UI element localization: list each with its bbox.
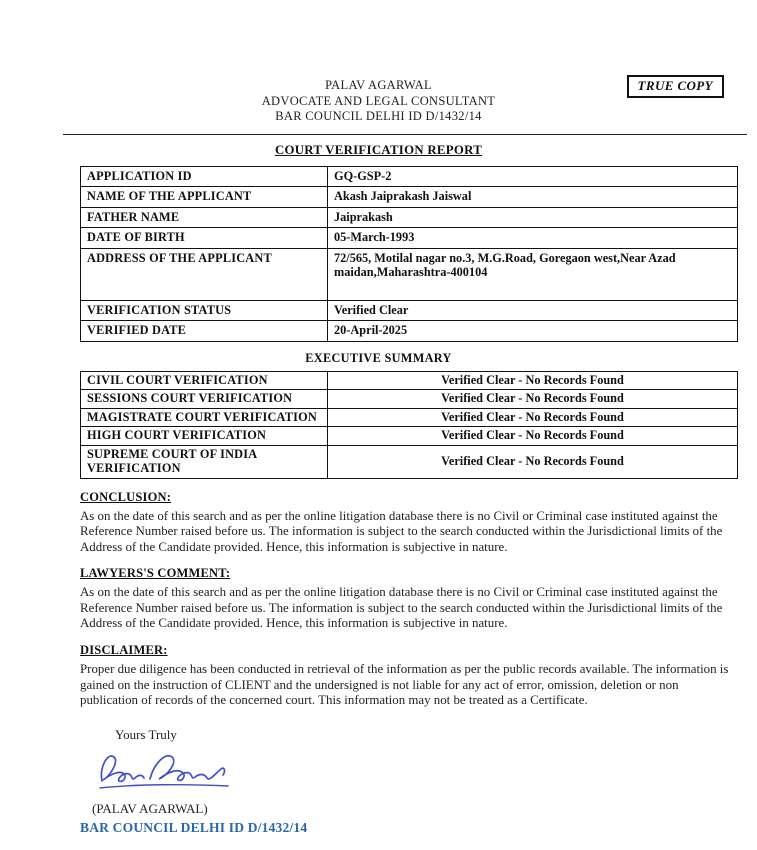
field-value: GQ-GSP-2: [328, 166, 738, 187]
lawyers-comment-text: As on the date of this search and as per the online litigation database there is no Civil or Criminal case instituted against the Reference Number raised before us. The information is subject to the search conducted within the Jurisdictional limits of the Address of the Candidate provided. Hence, this information is subjective in nature.: [80, 585, 723, 631]
field-value: 20-April-2025: [328, 321, 738, 342]
verification-label: HIGH COURT VERIFICATION: [81, 427, 328, 446]
table-row: [81, 228, 738, 249]
field-label: DATE OF BIRTH: [81, 228, 328, 249]
verification-label: SUPREME COURT OF INDIA VERIFICATION: [81, 445, 328, 478]
verification-result: Verified Clear - No Records Found: [328, 427, 738, 446]
conclusion-section: [80, 490, 745, 556]
signature: [90, 745, 757, 799]
signatory-name: (PALAV AGARWAL): [92, 800, 208, 816]
field-value: Jaiprakash: [328, 207, 738, 228]
field-label: VERIFICATION STATUS: [81, 300, 328, 321]
verification-label: CIVIL COURT VERIFICATION: [81, 371, 328, 390]
table-row: [81, 445, 738, 478]
true-copy-stamp: TRUE COPY: [627, 75, 724, 98]
disclaimer-section: [80, 643, 745, 709]
field-label: VERIFIED DATE: [81, 321, 328, 342]
yours-truly-text: Yours Truly: [115, 726, 177, 742]
table-row: [81, 166, 738, 187]
bar-council-id-line: BAR COUNCIL DELHI ID D/1432/14: [80, 819, 308, 835]
executive-summary-title: EXECUTIVE SUMMARY: [305, 350, 452, 365]
applicant-details-table: [80, 166, 738, 342]
table-row: [81, 427, 738, 446]
table-row: [81, 408, 738, 427]
table-row: [81, 371, 738, 390]
verification-label: MAGISTRATE COURT VERIFICATION: [81, 408, 328, 427]
verification-result: Verified Clear - No Records Found: [328, 390, 738, 409]
verification-result: Verified Clear - No Records Found: [328, 445, 738, 478]
executive-summary-table: [80, 371, 738, 479]
table-row: [81, 187, 738, 208]
report-title: COURT VERIFICATION REPORT: [274, 142, 483, 157]
handwritten-signature-icon: [90, 745, 240, 797]
field-label: APPLICATION ID: [81, 166, 328, 187]
table-row: [81, 390, 738, 409]
verification-result: Verified Clear - No Records Found: [328, 371, 738, 390]
disclaimer-heading: DISCLAIMER:: [80, 643, 168, 658]
table-row: [81, 248, 738, 300]
verification-label: SESSIONS COURT VERIFICATION: [81, 390, 328, 409]
table-row: [81, 207, 738, 228]
field-label: NAME OF THE APPLICANT: [81, 187, 328, 208]
verification-result: Verified Clear - No Records Found: [328, 408, 738, 427]
advocate-title: ADVOCATE AND LEGAL CONSULTANT: [261, 93, 496, 108]
field-value: Verified Clear: [328, 300, 738, 321]
field-value: Akash Jaiprakash Jaiswal: [328, 187, 738, 208]
table-row: [81, 300, 738, 321]
conclusion-text: As on the date of this search and as per the online litigation database there is no Civil or Criminal case instituted against the Reference Number raised before us. The information is subject to the search conducted within the Jurisdictional limits of the Address of the Candidate provided. Hence, this information is subjective in nature.: [80, 508, 723, 554]
field-label: ADDRESS OF THE APPLICANT: [81, 248, 328, 300]
advocate-bar-id: BAR COUNCIL DELHI ID D/1432/14: [275, 109, 482, 123]
lawyers-comment-section: [80, 566, 745, 632]
field-value: 05-March-1993: [328, 228, 738, 249]
table-row: [81, 321, 738, 342]
header-divider: [63, 134, 747, 135]
letterhead: [0, 0, 757, 125]
field-label: FATHER NAME: [81, 207, 328, 228]
lawyers-comment-heading: LAWYERS'S COMMENT:: [80, 566, 231, 581]
advocate-name: PALAV AGARWAL: [325, 78, 432, 92]
disclaimer-text: Proper due diligence has been conducted in retrieval of the information as per the public records available. The information is gained on the instruction of CLIENT and the undersigned is not liable for any act of error, omission, deletion or non publication of records of the concerned court. This information may not be treated as a Certificate.: [80, 662, 729, 708]
conclusion-heading: CONCLUSION:: [80, 489, 172, 504]
field-value: 72/565, Motilal nagar no.3, M.G.Road, Goregaon west,Near Azad maidan,Maharashtra-400104: [328, 248, 738, 300]
